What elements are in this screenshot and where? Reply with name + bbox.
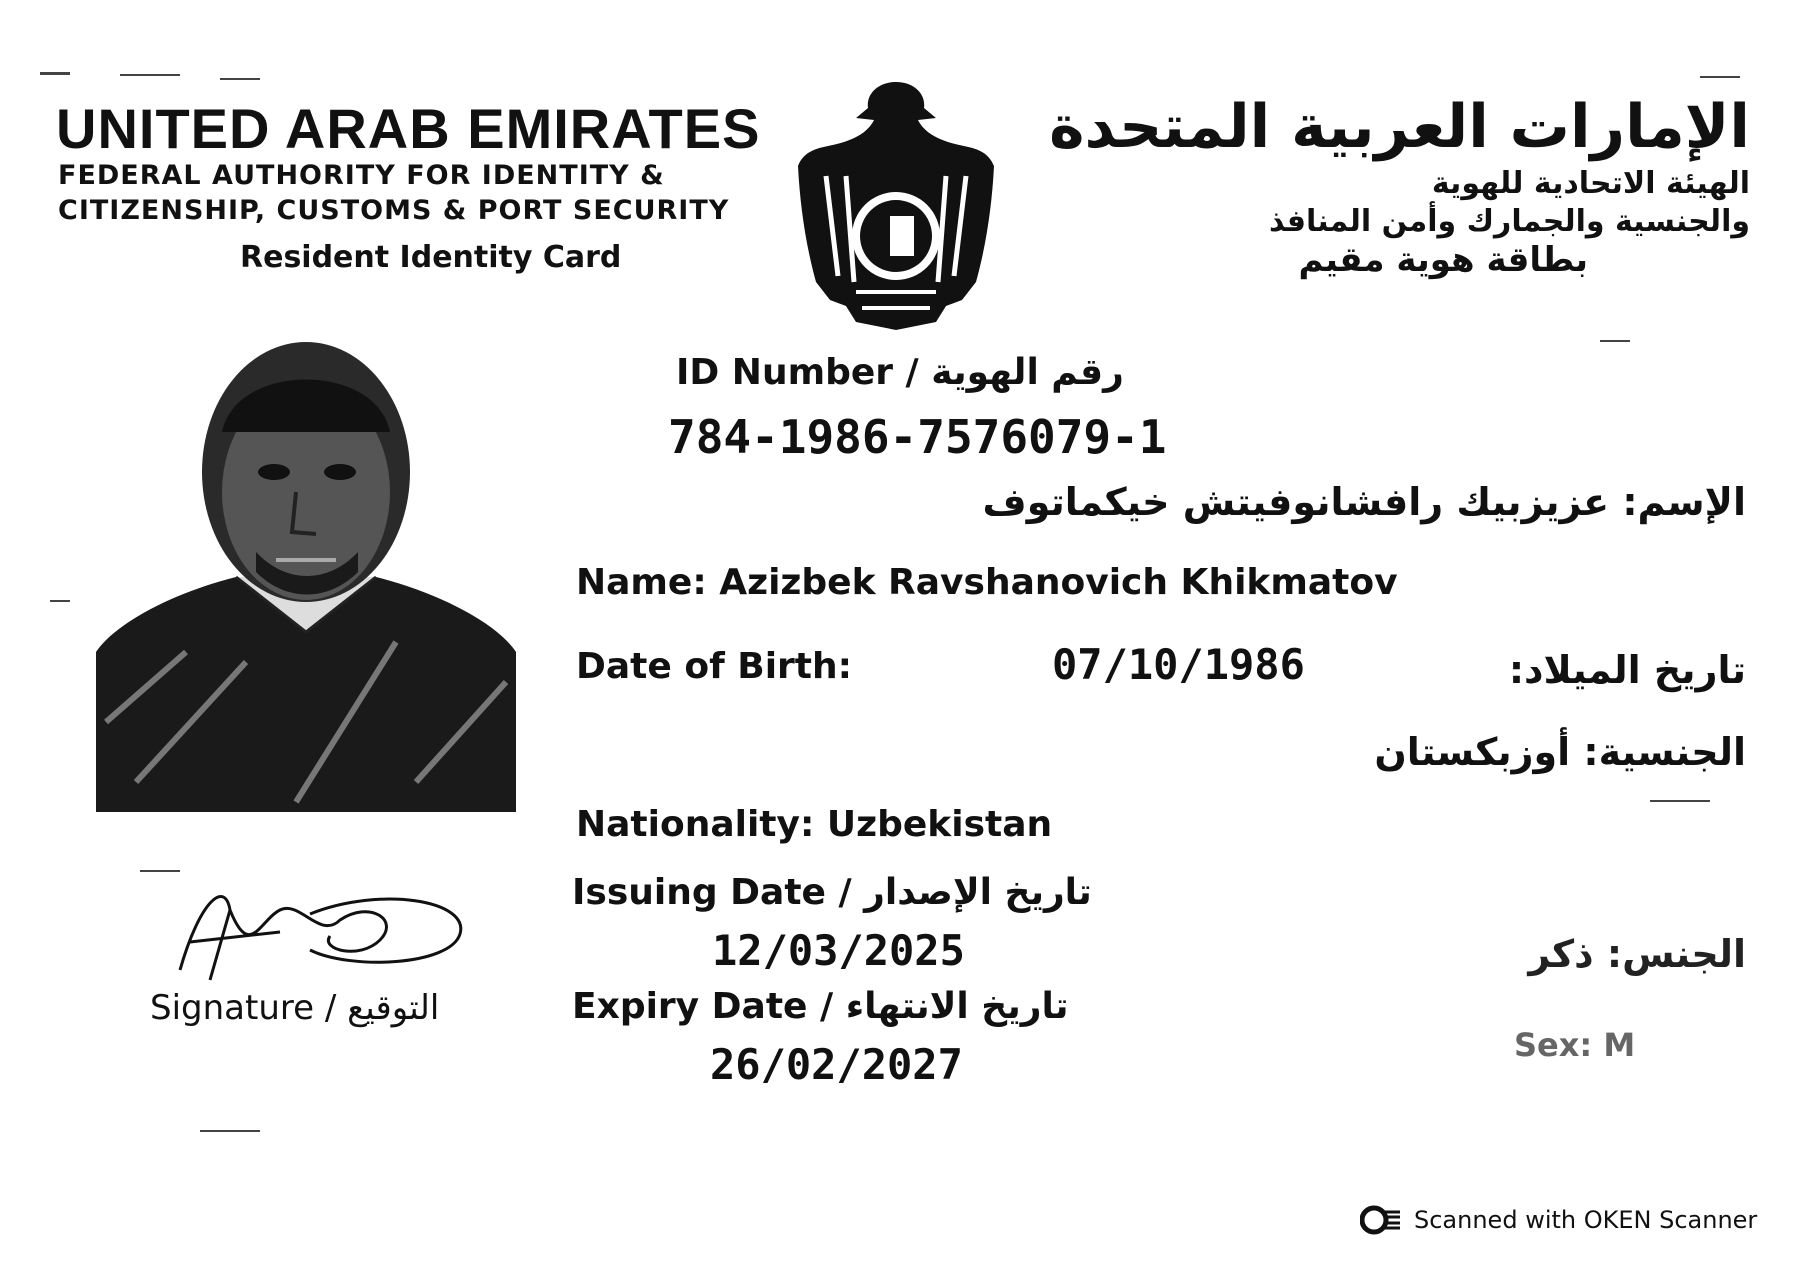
sex-ar: الجنس: ذكر (1528, 932, 1746, 976)
header-title-ar: الإمارات العربية المتحدة (1049, 92, 1750, 162)
header-authority-line2-ar: والجنسية والجمارك وأمن المنافذ (1269, 204, 1750, 239)
card-type-en: Resident Identity Card (240, 240, 622, 275)
signature-label: Signature / التوقيع (150, 988, 440, 1028)
id-number-value: 784-1986-7576079-1 (668, 410, 1167, 464)
dob-label: Date of Birth: (576, 646, 853, 687)
holder-signature (170, 880, 470, 990)
card-type-ar: بطاقة هوية مقيم (1298, 240, 1588, 280)
scanner-text: Scanned with OKEN Scanner (1414, 1206, 1758, 1234)
issue-date-label: Issuing Date / تاريخ الإصدار (572, 872, 1092, 913)
issue-date-value: 12/03/2025 (712, 926, 965, 975)
dob-value: 07/10/1986 (1052, 640, 1305, 689)
header-authority-line2-en: CITIZENSHIP, CUSTOMS & PORT SECURITY (58, 195, 730, 226)
id-number-label: ID Number / رقم الهوية (676, 352, 1124, 393)
name-en: Name: Azizbek Ravshanovich Khikmatov (576, 562, 1398, 603)
oken-logo-icon (1360, 1204, 1402, 1236)
nationality-en: Nationality: Uzbekistan (576, 804, 1053, 845)
holder-photo (96, 322, 516, 812)
scanner-watermark (1360, 1204, 1757, 1236)
header-title-en: UNITED ARAB EMIRATES (56, 97, 761, 160)
expiry-date-label: Expiry Date / تاريخ الانتهاء (572, 986, 1069, 1027)
dob-label-ar: تاريخ الميلاد: (1508, 648, 1746, 692)
uae-falcon-emblem-icon (796, 76, 996, 330)
header-authority-line1-ar: الهيئة الاتحادية للهوية (1431, 166, 1750, 201)
header-authority-line1-en: FEDERAL AUTHORITY FOR IDENTITY & (58, 160, 665, 191)
name-ar: الإسم: عزيزبيك رافشانوفيتش خيكماتوف (982, 480, 1746, 524)
expiry-date-value: 26/02/2027 (710, 1040, 963, 1089)
sex-en: Sex: M (1514, 1026, 1636, 1064)
nationality-ar: الجنسية: أوزبكستان (1374, 730, 1746, 774)
